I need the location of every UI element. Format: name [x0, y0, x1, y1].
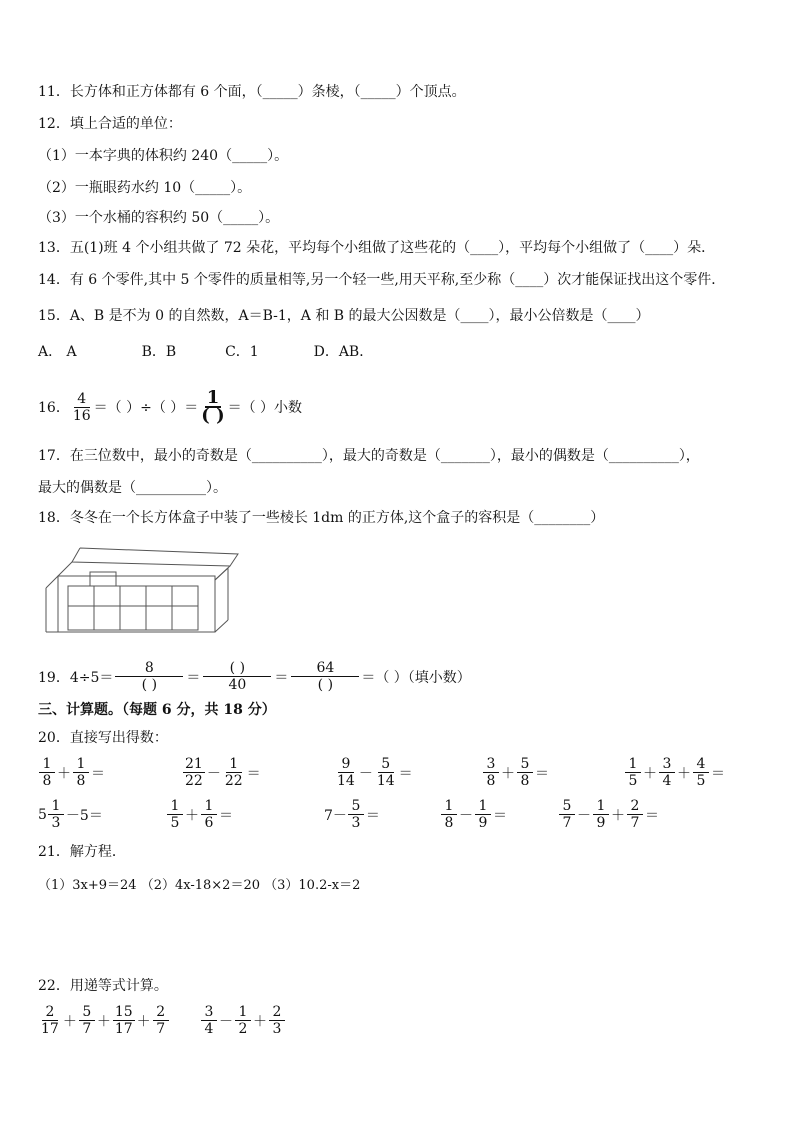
question-18: 18．冬冬在一个长方体盒子中装了一些棱长 1dm 的正方体,这个盒子的容积是（________） — [38, 510, 605, 526]
equation-3: $\frac{9}{14}$ － $\frac{5}{14}$ ＝ — [337, 756, 413, 789]
equation-6: 5 $\frac{1}{3}$ －5＝ — [38, 798, 103, 831]
equation-9: $\frac{1}{8}$ － $\frac{1}{9}$ ＝ — [440, 798, 508, 831]
option-b: B．B — [141, 344, 177, 360]
section-3-title: 三、计算题。（每题 6 分，共 18 分） — [38, 702, 276, 718]
question-12-item-1: （1）一本字典的体积约 240（_____）。 — [38, 148, 289, 164]
equation-2: $\frac{21}{22}$ － $\frac{1}{22}$ ＝ — [185, 756, 261, 789]
question-11: 11．长方体和正方体都有 6 个面，（_____）条棱，（_____）个顶点。 — [38, 84, 466, 100]
question-17-line-2: 最大的偶数是（__________）。 — [38, 480, 227, 496]
question-17-line-1: 17．在三位数中，最小的奇数是（__________），最大的奇数是（_______），最小的偶数是（__________）， — [38, 448, 700, 464]
equation-4: $\frac{3}{8}$ ＋ $\frac{5}{8}$ ＝ — [482, 756, 550, 789]
equation-7: $\frac{1}{5}$ ＋ $\frac{1}{6}$ ＝ — [166, 798, 234, 831]
fraction: $\frac{( )}{40}$ — [202, 660, 272, 693]
question-15: 15．A、B 是不为 0 的自然数，A＝B-1，A 和 B 的最大公因数是（____），最小公倍数是（____） — [38, 308, 650, 324]
question-16: 16． $\frac{4}{16}$ ＝（ ）÷（ ）＝ $\frac{1}{( )}$ ＝（ ）小数 — [38, 387, 303, 426]
fraction-big: $\frac{1}{( )}$ — [201, 387, 225, 426]
box-figure — [40, 546, 242, 636]
question-14: 14．有 6 个零件,其中 5 个零件的质量相等,另一个轻一些,用天平称,至少称（____）次才能保证找出这个零件． — [38, 272, 726, 288]
expression-2: $\frac{3}{4}$ － $\frac{1}{2}$ ＋ $\frac{2}{3}$ — [200, 1004, 286, 1037]
fraction: $\frac{4}{16}$ — [72, 390, 91, 424]
expression-1: $\frac{2}{17}$ ＋ $\frac{5}{7}$ ＋ $\frac{15}{17}$ ＋ $\frac{2}{7}$ — [38, 1004, 170, 1037]
question-12: 12．填上合适的单位： — [38, 116, 182, 132]
option-c: C．1 — [225, 344, 259, 360]
option-a: A． A — [38, 344, 77, 360]
question-13: 13．五(1)班 4 个小组共做了 72 朵花，平均每个小组做了这些花的（____），平均每个小组做了（____）朵． — [38, 240, 716, 256]
option-d: D．AB． — [313, 344, 374, 360]
question-22: 22．用递等式计算。 — [38, 978, 168, 994]
question-20: 20．直接写出得数： — [38, 730, 168, 746]
question-15-options — [38, 342, 373, 362]
question-19: 19．4÷5＝ $\frac{8}{( )}$ ＝ $\frac{( )}{40}$ ＝ $\frac{64}{( )}$ ＝（ ）（填小数） — [38, 660, 471, 693]
equation-10: $\frac{5}{7}$ － $\frac{1}{9}$ ＋ $\frac{2}{7}$ ＝ — [558, 798, 660, 831]
fraction: $\frac{8}{( )}$ — [114, 660, 184, 693]
question-21: 21．解方程． — [38, 844, 126, 860]
fraction: $\frac{64}{( )}$ — [290, 660, 360, 693]
question-12-item-3: （3）一个水桶的容积约 50（_____）。 — [38, 210, 280, 226]
question-12-item-2: （2）一瓶眼药水约 10（_____）。 — [38, 180, 252, 196]
question-21-equations: （1）3x+9＝24 （2）4x-18×2＝20 （3）10.2-x＝2 — [38, 878, 361, 893]
equation-5: $\frac{1}{5}$ ＋ $\frac{3}{4}$ ＋ $\frac{4}{5}$ ＝ — [624, 756, 726, 789]
equation-8: 7－ $\frac{5}{3}$ ＝ — [324, 798, 380, 831]
equation-1: $\frac{1}{8}$ ＋ $\frac{1}{8}$ ＝ — [38, 756, 106, 789]
